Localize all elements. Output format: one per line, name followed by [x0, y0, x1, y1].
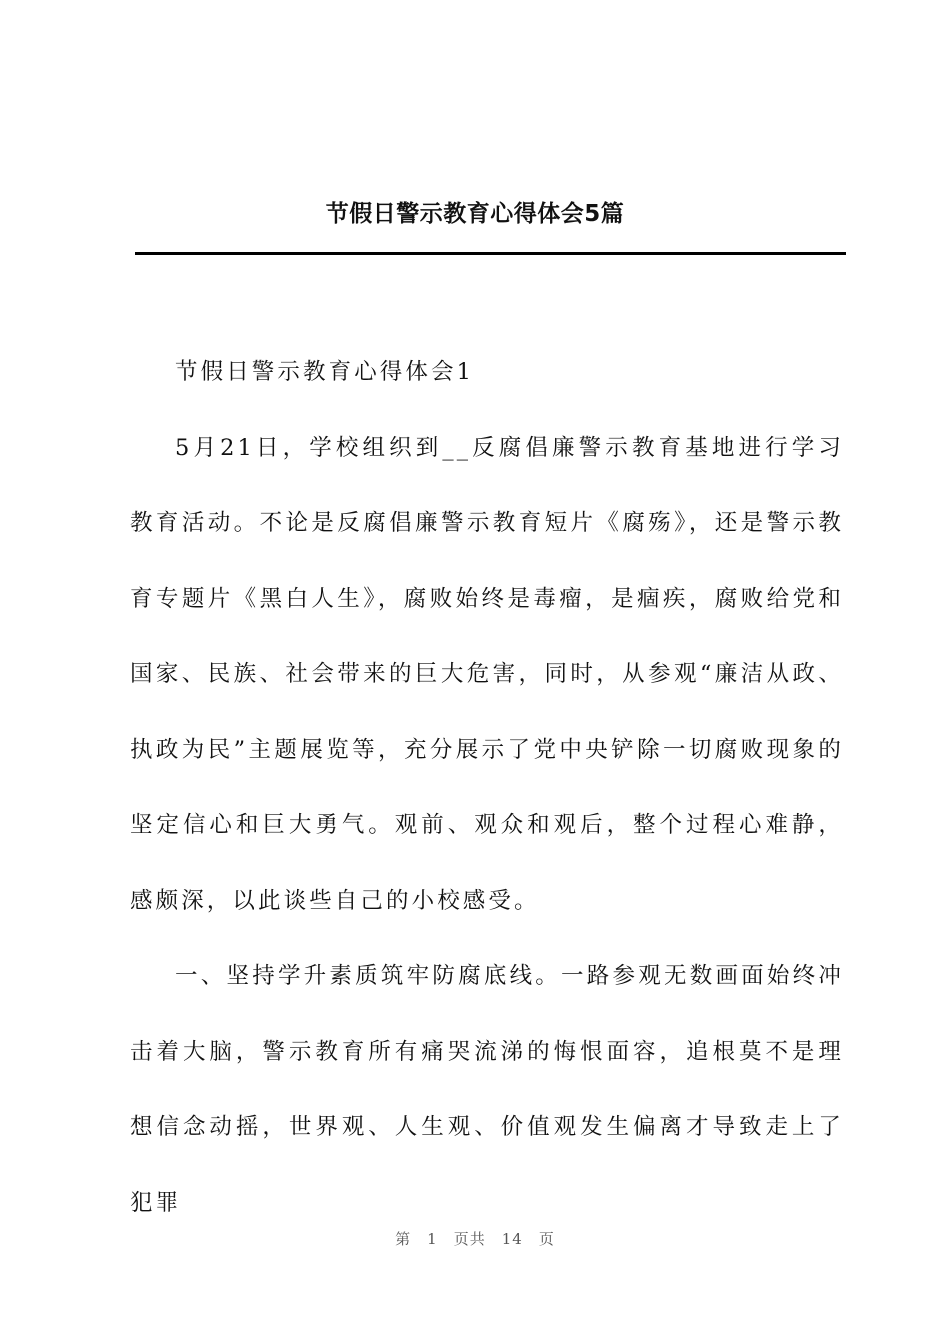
document-title: 节假日警示教育心得体会5篇	[325, 201, 625, 227]
body-paragraph: 一、坚持学升素质筑牢防腐底线。一路参观无数画面始终冲击着大脑，警示教育所有痛哭流涕的悔恨面容，追根莫不是理想信念动摇，世界观、人生观、价值观发生偏离才导致走上了犯罪	[130, 963, 844, 1216]
footer-label-di: 第	[395, 1230, 412, 1248]
footer-label-ye: 页	[538, 1230, 555, 1248]
title-divider	[135, 252, 846, 255]
body-paragraph: 5月21日，学校组织到__反腐倡廉警示教育基地进行学习教育活动。不论是反腐倡廉警示教育短片《腐殇》，还是警示教育专题片《黑白人生》，腐败始终是毒瘤，是痼疾，腐败给党和国家、民族、社会带来的巨大危害，同时，从参观“廉洁从政、执政为民”主题展览等，充分展示了党中央铲除一切腐败现象的坚定信心和巨大勇气。观前、观众和观后，整个过程心难静，感颇深，以此谈些自己的小校感受。	[130, 434, 844, 914]
page-footer	[0, 1228, 950, 1249]
footer-total-pages: 14	[501, 1230, 523, 1248]
footer-current-page: 1	[427, 1230, 438, 1248]
footer-label-ye-gong: 页共	[453, 1230, 486, 1248]
document-body	[130, 335, 844, 1241]
section-heading: 节假日警示教育心得体会1	[175, 359, 475, 385]
